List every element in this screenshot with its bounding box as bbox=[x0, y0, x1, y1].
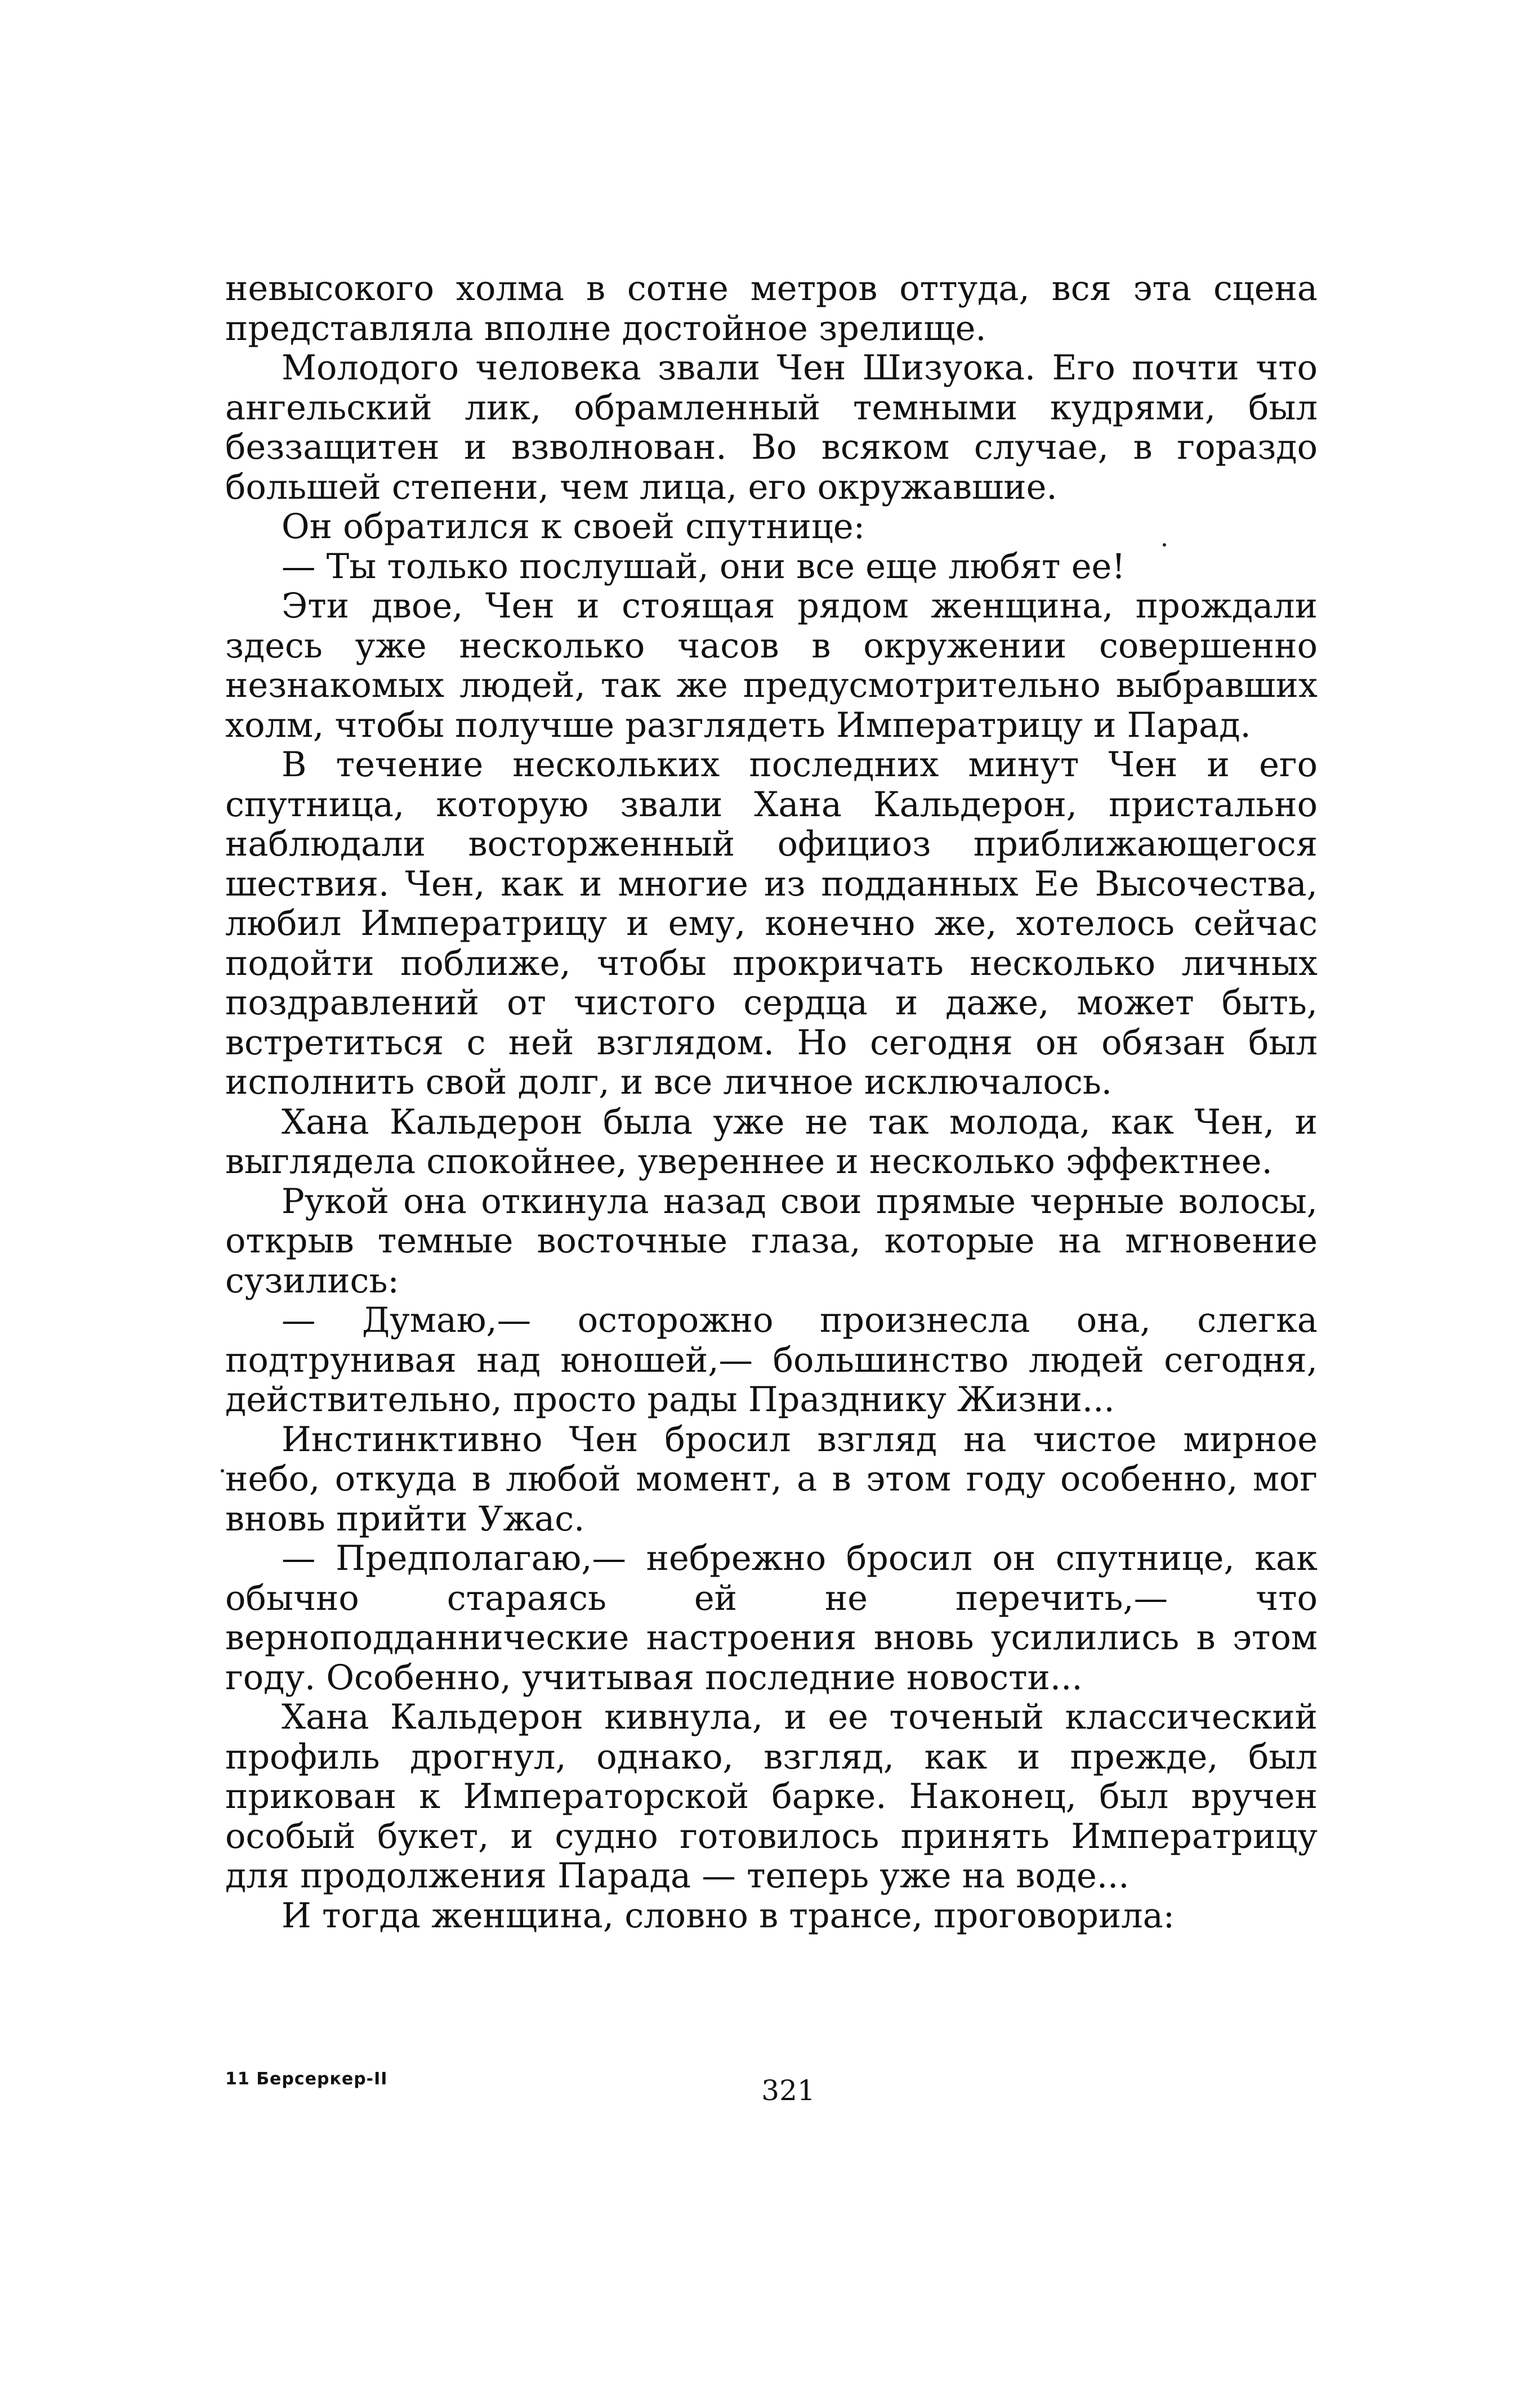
paragraph: Хана Кальдерон кивнула, и ее точеный классический профиль дрогнул, однако, взгляд, как и прежде, был прикован к Императорской барке. Наконец, был вручен особый букет, и судно готовилось принять Императрицу для продолжения Парада — теперь уже на воде... bbox=[225, 1698, 1318, 1896]
paragraph: — Ты только послушай, они все еще любят ее! bbox=[282, 547, 1126, 587]
print-speck bbox=[1163, 543, 1166, 547]
paragraph: — Предполагаю,— небрежно бросил он спутнице, как обычно стараясь ей не перечить,— что верноподданнические настроения вновь усилились в этом году. Особенно, учитывая последние новости... bbox=[225, 1539, 1318, 1698]
paragraph: И тогда женщина, словно в трансе, проговорила: bbox=[282, 1896, 1175, 1936]
paragraph: невысокого холма в сотне метров оттуда, вся эта сцена представляла вполне достойное зрелище. bbox=[225, 269, 1318, 348]
paragraph: — Думаю,— осторожно произнесла она, слегка подтрунивая над юношей,— большинство людей сегодня, действительно, просто рады Празднику Жизни... bbox=[225, 1301, 1318, 1420]
page-number: 321 bbox=[761, 2074, 815, 2107]
paragraph: Он обратился к своей спутнице: bbox=[282, 507, 865, 547]
paragraph: В течение нескольких последних минут Чен и его спутница, которую звали Хана Кальдерон, пристально наблюдали восторженный официоз приближающегося шествия. Чен, как и многие из подданных Ее Высочества, любил Императрицу и ему, конечно же, хотелось сейчас подойти поближе, чтобы прокричать несколько личных поздравлений от чистого сердца и даже, может быть, встретиться с ней взглядом. Но сегодня он обязан был исполнить свой долг, и все личное исключалось. bbox=[225, 745, 1318, 1102]
paragraph: Эти двое, Чен и стоящая рядом женщина, прождали здесь уже несколько часов в окружении совершенно незнакомых людей, так же предусмотрительно выбравших холм, чтобы получше разглядеть Императрицу и Парад. bbox=[225, 587, 1318, 745]
body-text bbox=[225, 269, 1318, 1936]
print-speck bbox=[221, 1469, 224, 1472]
paragraph: Молодого человека звали Чен Шизуока. Его почти что ангельский лик, обрамленный темными кудрями, был беззащитен и взволнован. Во всяком случае, в гораздо большей степени, чем лица, его окружавшие. bbox=[225, 348, 1318, 507]
signature-mark: 11 Берсеркер-II bbox=[225, 2069, 388, 2089]
paragraph: Рукой она откинула назад свои прямые черные волосы, открыв темные восточные глаза, которые на мгновение сузились: bbox=[225, 1181, 1318, 1301]
paragraph: Инстинктивно Чен бросил взгляд на чистое мирное небо, откуда в любой момент, а в этом году особенно, мог вновь прийти Ужас. bbox=[225, 1420, 1318, 1539]
paragraph: Хана Кальдерон была уже не так молода, как Чен, и выглядела спокойнее, увереннее и несколько эффектнее. bbox=[225, 1102, 1318, 1181]
